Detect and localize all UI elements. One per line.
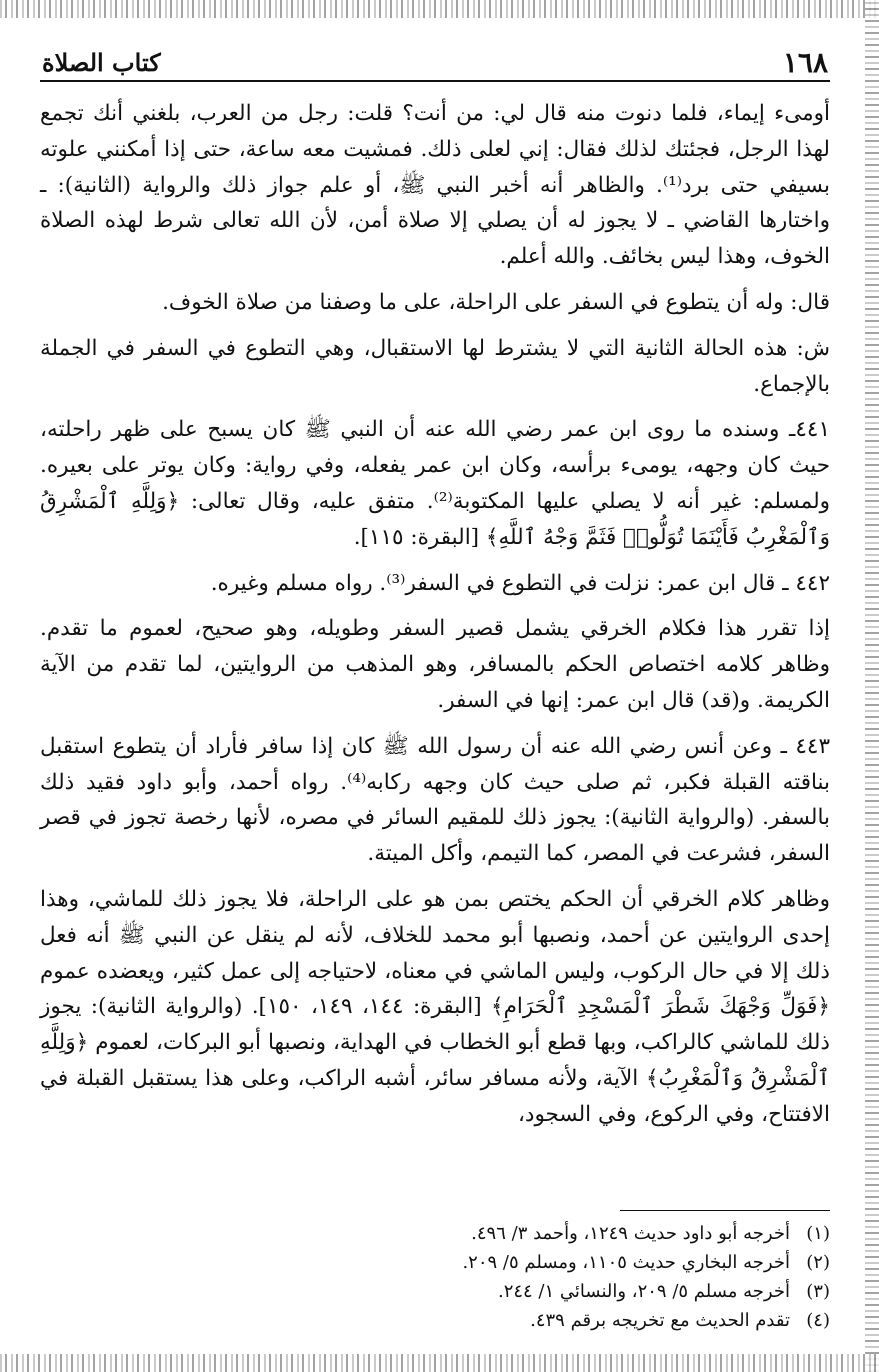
decorative-border-top [0, 0, 879, 18]
page-header [40, 18, 830, 82]
footnote-divider [620, 1210, 830, 1211]
footnote-number: (١) [806, 1223, 830, 1244]
paragraph: ش: هذه الحالة الثانية التي لا يشترط لها الاستقبال، وهي التطوع في السفر في الجملة بالإجماع. [40, 335, 830, 397]
book-title: كتاب الصلاة [42, 48, 161, 77]
footnote-number: (٤) [806, 1310, 830, 1331]
page-body [40, 96, 830, 1133]
footnote [40, 1248, 830, 1277]
book-page [40, 18, 830, 1348]
paragraph: وظاهر كلام الخرقي أن الحكم يختص بمن هو على الراحلة، فلا يجوز ذلك للماشي، وهذا إحدى الروايتين عن أحمد، ونصبها أبو محمد للخلاف، لأنه لم ينقل عن النبي ﷺ أنه فعل ذلك إلا في حال الركوب، وليس الماشي في معناه، لاحتياجه إلى عمل كثير، ويعضده عموم ﴿فَوَلِّ وَجْهَكَ شَطْرَ ٱلْمَسْجِدِ ٱلْحَرَامِ﴾ [البقرة: ١٤٤، ١٤٩، ١٥٠]. (والرواية الثانية): يجوز ذلك للماشي كالراكب، وبها قطع أبو الخطاب في الهداية، ونصبها أبو البركات، لعموم ﴿وَلِلَّهِ ٱلْمَشْرِقُ وَٱلْمَغْرِبُ﴾ الآية، ولأنه مسافر سائر، أشبه الراكب، وعلى هذا يستقبل القبلة في الافتتاح، وفي الركوع، وفي السجود، [40, 886, 831, 1127]
paragraph: قال: وله أن يتطوع في السفر على الراحلة، على ما وصفنا من صلاة الخوف. [162, 289, 830, 315]
footnote [40, 1277, 830, 1306]
paragraph: ٤٤٢ ـ قال ابن عمر: نزلت في التطوع في السفر⁽³⁾. رواه مسلم وغيره. [210, 570, 830, 596]
footnote-number: (٢) [806, 1252, 830, 1273]
footnote-number: (٣) [806, 1281, 830, 1302]
paragraph: ٤٤٣ ـ وعن أنس رضي الله عنه أن رسول الله ﷺ كان إذا سافر فأراد أن يتطوع استقبل بناقته القبلة فكبر، ثم صلى حيث كان وجهه ركابه⁽⁴⁾. رواه أحمد، وأبو داود فقيد ذلك بالسفر. (والرواية الثانية): يجوز ذلك للمقيم السائر في مصره، لأنها رخصة تجوز في قصر السفر، فشرعت في المصر، كما التيمم، وأكل الميتة. [40, 733, 830, 867]
paragraph: أومىء إيماء، فلما دنوت منه قال لي: من أنت؟ قلت: رجل من العرب، بلغني أنك تجمع لهذا الرجل، فجئتك لذلك فقال: إني لعلى ذلك. فمشيت معه ساعة، حتى إذا أمكنني علوته بسيفي حتى برد⁽¹⁾. والظاهر أنه أخبر النبي ﷺ، أو علم جواز ذلك والرواية (الثانية): ـ واختارها القاضي ـ لا يجوز له أن يصلي إلا صلاة أمن، لأن الله تعالى شرط لهذه الصلاة الخوف، وهذا ليس بخائف. والله أعلم. [40, 101, 830, 270]
page-number: ١٦٨ [782, 46, 828, 79]
decorative-border-bottom [0, 1354, 879, 1372]
footnote-text: أخرجه البخاري حديث ١١٠٥، ومسلم ٥/ ٢٠٩. [462, 1252, 790, 1273]
footnote-text: تقدم الحديث مع تخريجه برقم ٤٣٩. [530, 1310, 790, 1331]
decorative-border-right [865, 0, 879, 1372]
footnotes [40, 1210, 830, 1335]
paragraph: ٤٤١ـ وسنده ما روى ابن عمر رضي الله عنه أن النبي ﷺ كان يسبح على ظهر راحلته، حيث كان وجهه، يومىء برأسه، وكان ابن عمر يفعله، وفي رواية: وكان يوتر على بعيره. ولمسلم: غير أنه لا يصلي عليها المكتوبة⁽²⁾. متفق عليه، وقال تعالى: ﴿وَلِلَّهِ ٱلْمَشْرِقُ وَٱلْمَغْرِبُ فَأَيْنَمَا تُوَلُّوا۟ فَثَمَّ وَجْهُ ٱللَّهِ﴾ [البقرة: ١١٥]. [40, 417, 830, 550]
paragraph: إذا تقرر هذا فكلام الخرقي يشمل قصير السفر وطويله، وهو صحيح، لعموم ما تقدم. وظاهر كلامه اختصاص الحكم بالمسافر، وهو المذهب من الروايتين، لما تقدم من الآية الكريمة. و(قد) قال ابن عمر: إنها في السفر. [40, 616, 830, 713]
footnote [40, 1219, 830, 1248]
footnote-text: أخرجه مسلم ٥/ ٢٠٩، والنسائي ١/ ٢٤٤. [497, 1281, 790, 1302]
footnote [40, 1306, 830, 1335]
footnote-text: أخرجه أبو داود حديث ١٢٤٩، وأحمد ٣/ ٤٩٦. [471, 1223, 790, 1244]
